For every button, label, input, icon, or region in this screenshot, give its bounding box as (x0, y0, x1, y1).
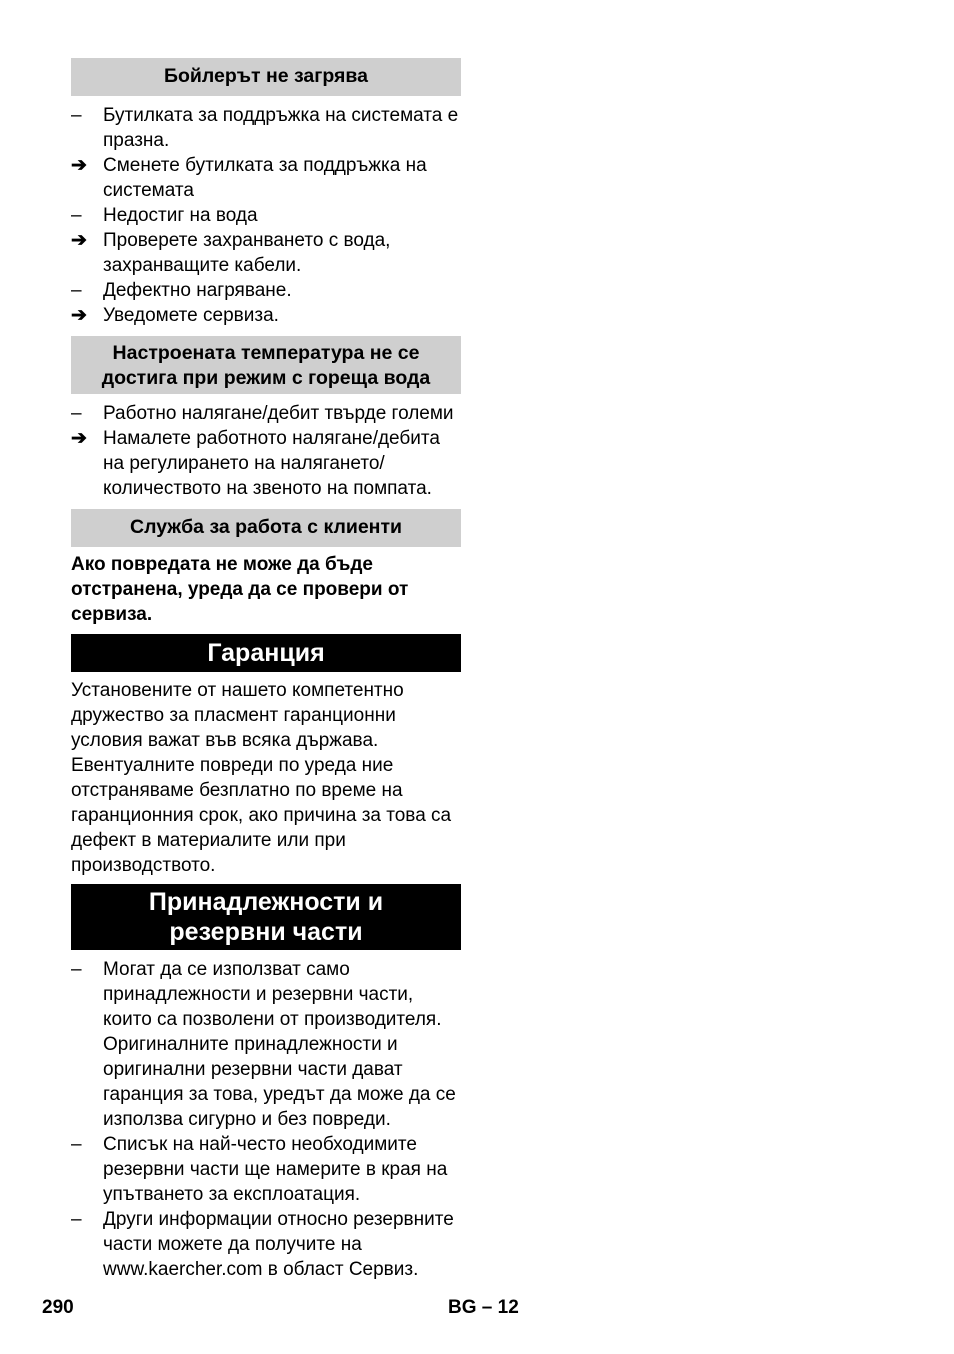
page-number: 290 (42, 1297, 74, 1318)
list-item-text: Проверете захранването с вода, захранващите кабели. (103, 230, 391, 276)
dash-bullet-icon: – (71, 403, 82, 424)
heading-temperature-line2: достига при режим с гореща вода (101, 367, 431, 389)
list-item (71, 203, 461, 228)
heading-temperature-line1: Настроената температура не се (112, 342, 420, 364)
heading-boiler: Бойлерът не загрява (71, 58, 461, 96)
dash-bullet-icon: – (71, 105, 82, 126)
arrow-right-icon: ➔ (71, 428, 87, 449)
list-item (71, 103, 461, 153)
language-page-label: BG – 12 (448, 1297, 519, 1318)
content-column (71, 58, 461, 1290)
dash-bullet-icon: – (71, 280, 82, 301)
list-item (71, 401, 461, 426)
list-item (71, 153, 461, 203)
heading-accessories-line2: резервни части (169, 918, 363, 946)
list-accessories (71, 950, 461, 1290)
arrow-right-icon: ➔ (71, 230, 87, 251)
list-item-text: Бутилката за поддръжка на системата е празна. (103, 105, 459, 151)
list-item-text: Намалете работното налягане/дебита на регулирането на налягането/количеството на звеното на помпата. (103, 428, 440, 499)
heading-warranty: Гаранция (71, 634, 461, 672)
list-item (71, 228, 461, 278)
list-boiler (71, 96, 461, 336)
list-item-text: Могат да се използват само принадлежности и резервни части, които са позволени от производителя. Оригиналните принадлежности и оригинални резервни части дават гаранция за това, уредът да може да се използва сигурно и без повреди. (103, 959, 456, 1130)
dash-bullet-icon: – (71, 205, 82, 226)
list-temperature (71, 394, 461, 509)
heading-accessories-line1: Принадлежности и (148, 888, 384, 916)
arrow-right-icon: ➔ (71, 305, 87, 326)
dash-bullet-icon: – (71, 1209, 82, 1230)
list-item-text: Списък на най-често необходимите резервни части ще намерите в края на упътването за експлоатация. (103, 1134, 448, 1205)
arrow-right-icon: ➔ (71, 155, 87, 176)
list-item-text: Други информации относно резервните части можете да получите на www.kaercher.com в област Сервиз. (103, 1209, 454, 1280)
dash-bullet-icon: – (71, 1134, 82, 1155)
list-item-text: Работно налягане/дебит твърде големи (103, 403, 454, 424)
list-item (71, 1132, 461, 1207)
heading-temperature (71, 336, 461, 394)
service-text: Ако повредата не може да бъде отстранена, уреда да се провери от сервиза. (71, 554, 409, 625)
list-item (71, 278, 461, 303)
list-item-text: Недостиг на вода (103, 205, 258, 226)
list-item-text: Уведомете сервиза. (103, 305, 279, 326)
dash-bullet-icon: – (71, 959, 82, 980)
list-item (71, 957, 461, 1132)
heading-accessories (71, 884, 461, 950)
list-item (71, 1207, 461, 1282)
list-item-text: Сменете бутилката за поддръжка на системата (103, 155, 427, 201)
list-item (71, 426, 461, 501)
list-item (71, 303, 461, 328)
list-item-text: Дефектно нагряване. (103, 280, 292, 301)
warranty-text: Установените от нашето компетентно дружество за пласмент гаранционни условия важат във всяка държава. Евентуалните повреди по уреда ние отстраняваме безплатно по време на гаранционния срок, ако причина за това са дефект в материалите или при производството. (71, 680, 452, 876)
heading-service: Служба за работа с клиенти (71, 509, 461, 547)
